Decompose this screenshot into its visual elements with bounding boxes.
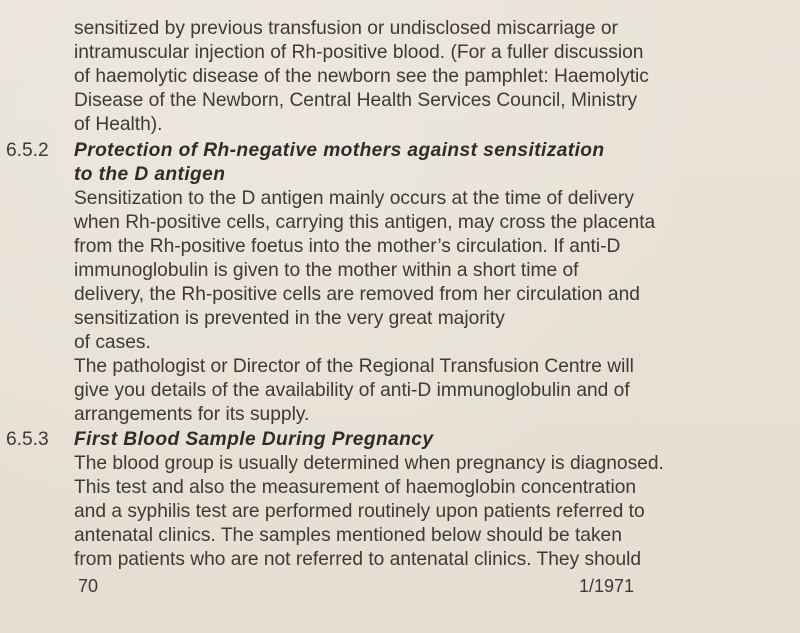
section-number: 6.5.2 [6, 140, 49, 161]
text-line: give you details of the availability of anti-D immunoglobulin and of [74, 380, 630, 401]
text-line: intramuscular injection of Rh-positive blood. (For a fuller discussion [74, 42, 644, 63]
page-number: 70 [78, 576, 99, 596]
text-line: This test and also the measurement of haemoglobin concentration [74, 477, 637, 498]
text-line: arrangements for its supply. [74, 404, 310, 425]
section-heading-continued: to the D antigen [74, 164, 226, 185]
text-line: The pathologist or Director of the Regional Transfusion Centre will [74, 356, 634, 377]
text-line: The blood group is usually determined when pregnancy is diagnosed. [74, 453, 664, 474]
text-line: antenatal clinics. The samples mentioned below should be taken [74, 525, 622, 546]
text-line: immunoglobulin is given to the mother within a short time of [74, 260, 579, 281]
text-line: sensitization is prevented in the very great majority [74, 308, 505, 329]
date-code: 1/1971 [579, 576, 635, 596]
text-line: and a syphilis test are performed routinely upon patients referred to [74, 501, 645, 522]
text-line: when Rh-positive cells, carrying this antigen, may cross the placenta [74, 212, 656, 233]
text-line: from the Rh-positive foetus into the mother’s circulation. If anti-D [74, 236, 621, 257]
text-line: sensitized by previous transfusion or undisclosed miscarriage or [74, 18, 618, 39]
text-line: delivery, the Rh-positive cells are removed from her circulation and [74, 284, 640, 305]
text-line: Sensitization to the D antigen mainly occurs at the time of delivery [74, 188, 634, 209]
section-number: 6.5.3 [6, 429, 49, 450]
text-line: Disease of the Newborn, Central Health Services Council, Ministry [74, 90, 638, 111]
text-line: of haemolytic disease of the newborn see the pamphlet: Haemolytic [74, 66, 649, 87]
text-line: of Health). [74, 114, 163, 135]
text-line: from patients who are not referred to antenatal clinics. They should [74, 549, 642, 570]
section-heading: Protection of Rh-negative mothers against sensitization [74, 140, 605, 161]
section-heading: First Blood Sample During Pregnancy [74, 429, 434, 450]
text-line: of cases. [74, 332, 151, 353]
